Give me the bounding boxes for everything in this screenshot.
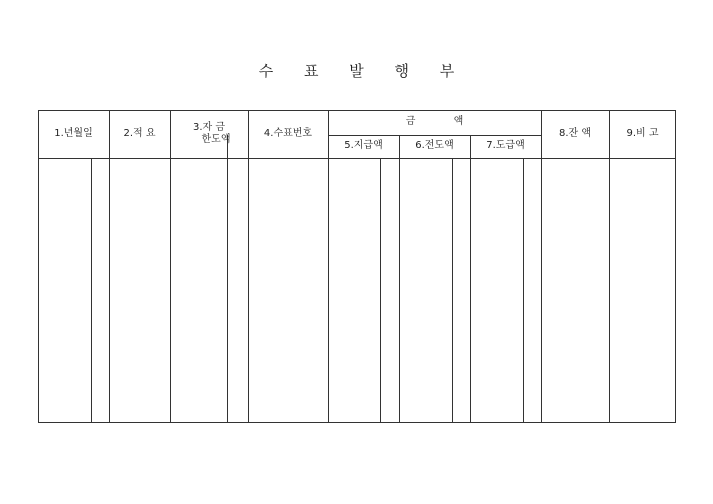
column-header-fund-limit	[170, 110, 248, 158]
fund-limit-line2: 한도액	[201, 134, 231, 145]
page-title: 수 표 발 행 부	[258, 62, 468, 80]
column-header-arrival-amount: 7.도급액	[486, 140, 525, 152]
column-header-paid-amount: 5.지급액	[344, 140, 383, 152]
column-header-remarks: 9.비 고	[626, 127, 659, 139]
ledger-body-area[interactable]	[38, 159, 676, 423]
column-header-amount-group: 금 액	[405, 116, 464, 128]
column-header-date: 1.년월일	[54, 127, 93, 139]
column-header-check-number: 4.수표번호	[263, 127, 313, 139]
column-header-summary: 2.적 요	[123, 127, 156, 139]
column-header-balance: 8.잔 액	[558, 127, 592, 139]
fund-limit-line1: 3.자 금	[192, 121, 226, 133]
check-issue-ledger-table	[38, 110, 676, 423]
column-header-advance-amount: 6.전도액	[415, 140, 454, 152]
